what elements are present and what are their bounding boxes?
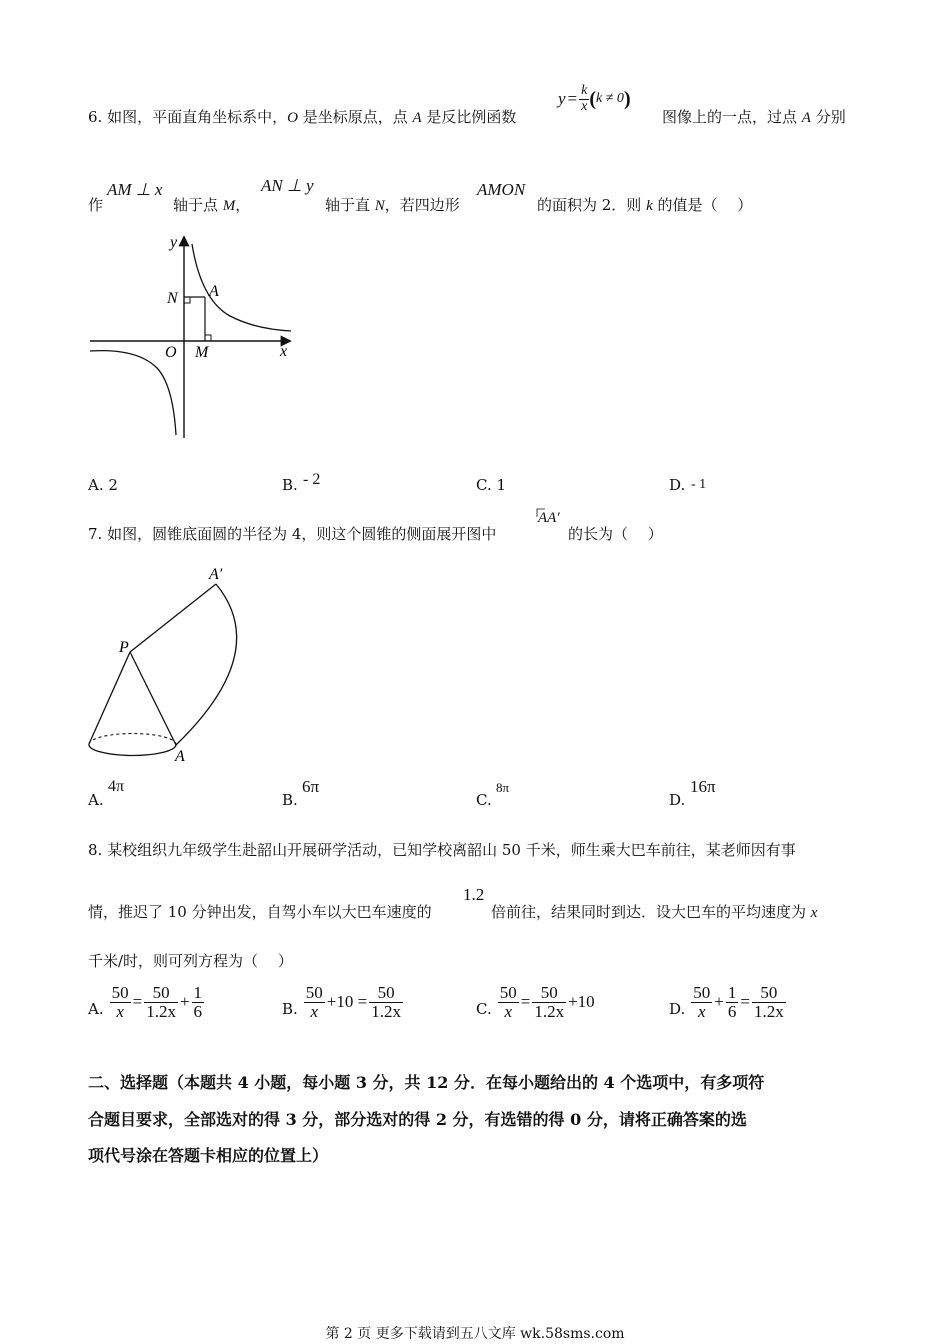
fraction: $\frac{50}{x}$ xyxy=(693,983,711,1021)
q6-option-b-value: - 2 xyxy=(303,471,321,488)
label-a-prime: A′ xyxy=(209,566,223,583)
label-m: M xyxy=(195,344,209,361)
cone-net-figure xyxy=(84,562,254,772)
q6-option-a: A. 2 xyxy=(88,476,118,494)
right-angle-m xyxy=(205,335,211,341)
q6-function-formula: y = $\frac{k}{x}$ ( k ≠ 0 ) xyxy=(558,83,631,114)
fraction: $\frac{1}{6}$ xyxy=(193,983,203,1021)
q7-text-b: 的长为（ ） xyxy=(568,525,663,543)
amon-label: AMON xyxy=(477,180,526,199)
q7-option-b: B. xyxy=(282,791,298,809)
q6-option-c: C. 1 xyxy=(476,476,507,494)
q7-text-a: 7. 如图，圆锥底面圆的半径为 4，则这个圆锥的侧面展开图中 xyxy=(88,525,497,543)
q8-line2-b: 倍前往，结果同时到达．设大巴车的平均速度为 x xyxy=(491,903,818,921)
fraction: $\frac{1}{6}$ xyxy=(727,983,737,1021)
radius-pa-prime xyxy=(130,584,216,652)
q7-option-d: D. xyxy=(669,791,686,809)
an-perp-y: AN ⊥ y xyxy=(261,176,314,195)
label-p: P xyxy=(119,639,129,656)
q8-option-d: D. $\frac{50}{x}$ + $\frac{1}{6}$ = $\frac{50}{1.2x}$ xyxy=(669,983,784,1021)
q7-option-c: C. xyxy=(476,791,492,809)
cone-left-edge xyxy=(89,652,130,744)
q8-line1: 8. 某校组织九年级学生赴韶山开展研学活动，已知学校离韶山 50 千米，师生乘大巴车前往，某老师因有事 xyxy=(88,841,796,859)
section2-line2: 合题目要求，全部选对的得 3 分，部分选对的得 2 分，有选错的得 0 分，请将正确答案的选 xyxy=(88,1110,747,1129)
q7-option-a-value: 4π xyxy=(108,778,125,795)
fraction: $\frac{50}{x}$ xyxy=(111,983,129,1021)
label-n: N xyxy=(167,290,178,307)
q6-line2-d: 轴于直 N，若四边形 xyxy=(325,196,460,214)
label-a: A xyxy=(209,283,219,300)
label-y: y xyxy=(170,234,178,251)
fraction: $\frac{50}{1.2x}$ xyxy=(534,983,565,1021)
q8-option-a: A. $\frac{50}{x}$ = $\frac{50}{1.2x}$ + $\frac{1}{6}$ xyxy=(88,983,203,1021)
fraction: $\frac{50}{1.2x}$ xyxy=(146,983,176,1021)
q6-line2-b: 轴于点 M， xyxy=(173,196,251,214)
q6-line2-f: 的面积为 2．则 k 的值是（ ） xyxy=(537,196,753,214)
q6-line1: 6. 如图，平面直角坐标系中，O 是坐标原点，点 A 是反比例函数 xyxy=(88,108,517,126)
q6-option-b: B. xyxy=(282,476,298,494)
q7-option-a: A. xyxy=(88,791,104,809)
fraction: $\frac{50}{1.2x}$ xyxy=(371,983,401,1021)
hyperbola-branch-q3 xyxy=(90,351,176,435)
q6-line2-start: 作 xyxy=(88,196,104,214)
section2-line3: 项代号涂在答题卡相应的位置上） xyxy=(88,1146,329,1165)
base-front-arc xyxy=(89,744,176,756)
q6-option-d-value: - 1 xyxy=(691,477,707,492)
fraction: $\frac{50}{x}$ xyxy=(499,983,517,1021)
right-angle-n xyxy=(184,297,190,303)
page-footer: 第 2 页 更多下载请到五八文库 wk.58sms.com xyxy=(325,1326,625,1342)
q7-option-b-value: 6π xyxy=(302,777,320,796)
q7-option-d-value: 16π xyxy=(690,777,716,796)
q7-option-c-value: 8π xyxy=(496,780,510,795)
q6-option-d: D. xyxy=(669,476,686,494)
k-over-x-fraction: $\frac{k}{x}$ xyxy=(581,83,588,114)
q8-ratio: 1.2 xyxy=(463,885,485,904)
label-o: O xyxy=(165,344,177,361)
arc-symbol-icon xyxy=(536,508,546,518)
hyperbola-graph xyxy=(85,230,305,445)
fraction: $\frac{50}{x}$ xyxy=(305,983,323,1021)
label-x: x xyxy=(280,343,288,360)
q8-option-c: C. $\frac{50}{x}$ = $\frac{50}{1.2x}$ +10 xyxy=(476,983,595,1021)
am-perp-x: AM ⊥ x xyxy=(107,180,163,199)
cone-right-edge xyxy=(130,652,176,745)
q8-line2-a: 情，推迟了 10 分钟出发，自驾小车以大巴车速度的 xyxy=(88,903,432,921)
q8-option-b: B. $\frac{50}{x}$ +10 = $\frac{50}{1.2x}$ xyxy=(282,983,401,1021)
section2-line1: 二、选择题（本题共 4 小题，每小题 3 分，共 12 分．在每小题给出的 4 个选项中，有多项符 xyxy=(88,1073,765,1092)
arc-aa-prime: AA′ xyxy=(538,510,560,526)
label-a-base: A xyxy=(175,748,185,765)
hyperbola-branch-q1 xyxy=(192,244,291,331)
q6-line1-end: 图像上的一点，过点 A 分别 xyxy=(662,108,846,126)
base-back-arc xyxy=(89,733,176,745)
fraction: $\frac{50}{1.2x}$ xyxy=(753,983,784,1021)
q8-line3: 千米/时，则可列方程为（ ） xyxy=(88,952,293,970)
